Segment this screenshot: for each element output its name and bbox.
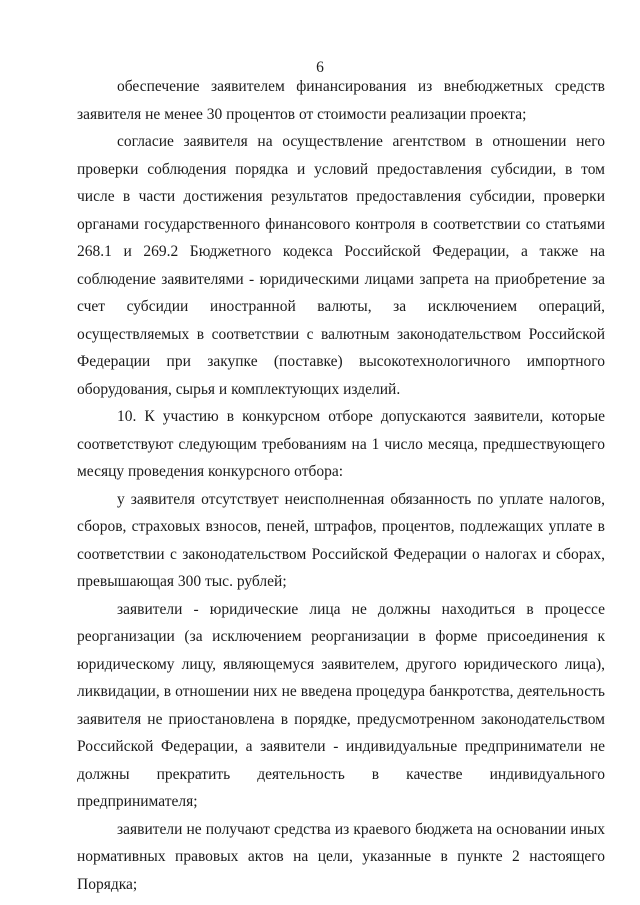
document-body xyxy=(77,73,605,898)
paragraph-no-tax-arrears: у заявителя отсутствует неисполненная обязанность по уплате налогов, сборов, страховых взносов, пеней, штрафов, процентов, подлежащих уплате в соответствии с законодательством Российской Федерации о налогах и сборах, превышающая 300 тыс. рублей; xyxy=(77,490,605,590)
paragraph-financing: обеспечение заявителем финансирования из внебюджетных средств заявителя не менее 30 процентов от стоимости реализации проекта; xyxy=(77,78,605,123)
paragraph-no-reorganization: заявители - юридические лица не должны находиться в процессе реорганизации (за исключением реорганизации в форме присоединения к юридическому лицу, являющемуся заявителем, другого юридического лица), ликвидации, в отношении них не введена процедура банкротства, деятельность заявителя не приостановлена в порядке, предусмотренном законодательством Российской Федерации, а заявители - индивидуальные предприниматели не должны прекратить деятельность в качестве индивидуального предпринимателя; xyxy=(77,600,605,810)
paragraph-item-10-requirements: 10. К участию в конкурсном отборе допускаются заявители, которые соответствуют следующим требованиям на 1 число месяца, предшествующего месяцу проведения конкурсного отбора: xyxy=(77,408,605,480)
page-number: 6 xyxy=(316,59,324,76)
paragraph-no-other-funding: заявители не получают средства из краевого бюджета на основании иных нормативных правовых актов на цели, указанные в пункте 2 настоящего Порядка; xyxy=(77,820,605,893)
paragraph-consent-to-audit: согласие заявителя на осуществление агентством в отношении него проверки соблюдения порядка и условий предоставления субсидии, в том числе в части достижения результатов предоставления субсидии, проверки органами государственного финансового контроля в соответствии со статьями 268.1 и 269.2 Бюджетного кодекса Российской Федерации, а также на соблюдение заявителями - юридическими лицами запрета на приобретение за счет субсидии иностранной валюты, за исключением операций, осуществляемых в соответствии с валютным законодательством Российской Федерации при закупке (поставке) высокотехнологичного импортного оборудования, сырья и комплектующих изделий. xyxy=(77,133,605,398)
